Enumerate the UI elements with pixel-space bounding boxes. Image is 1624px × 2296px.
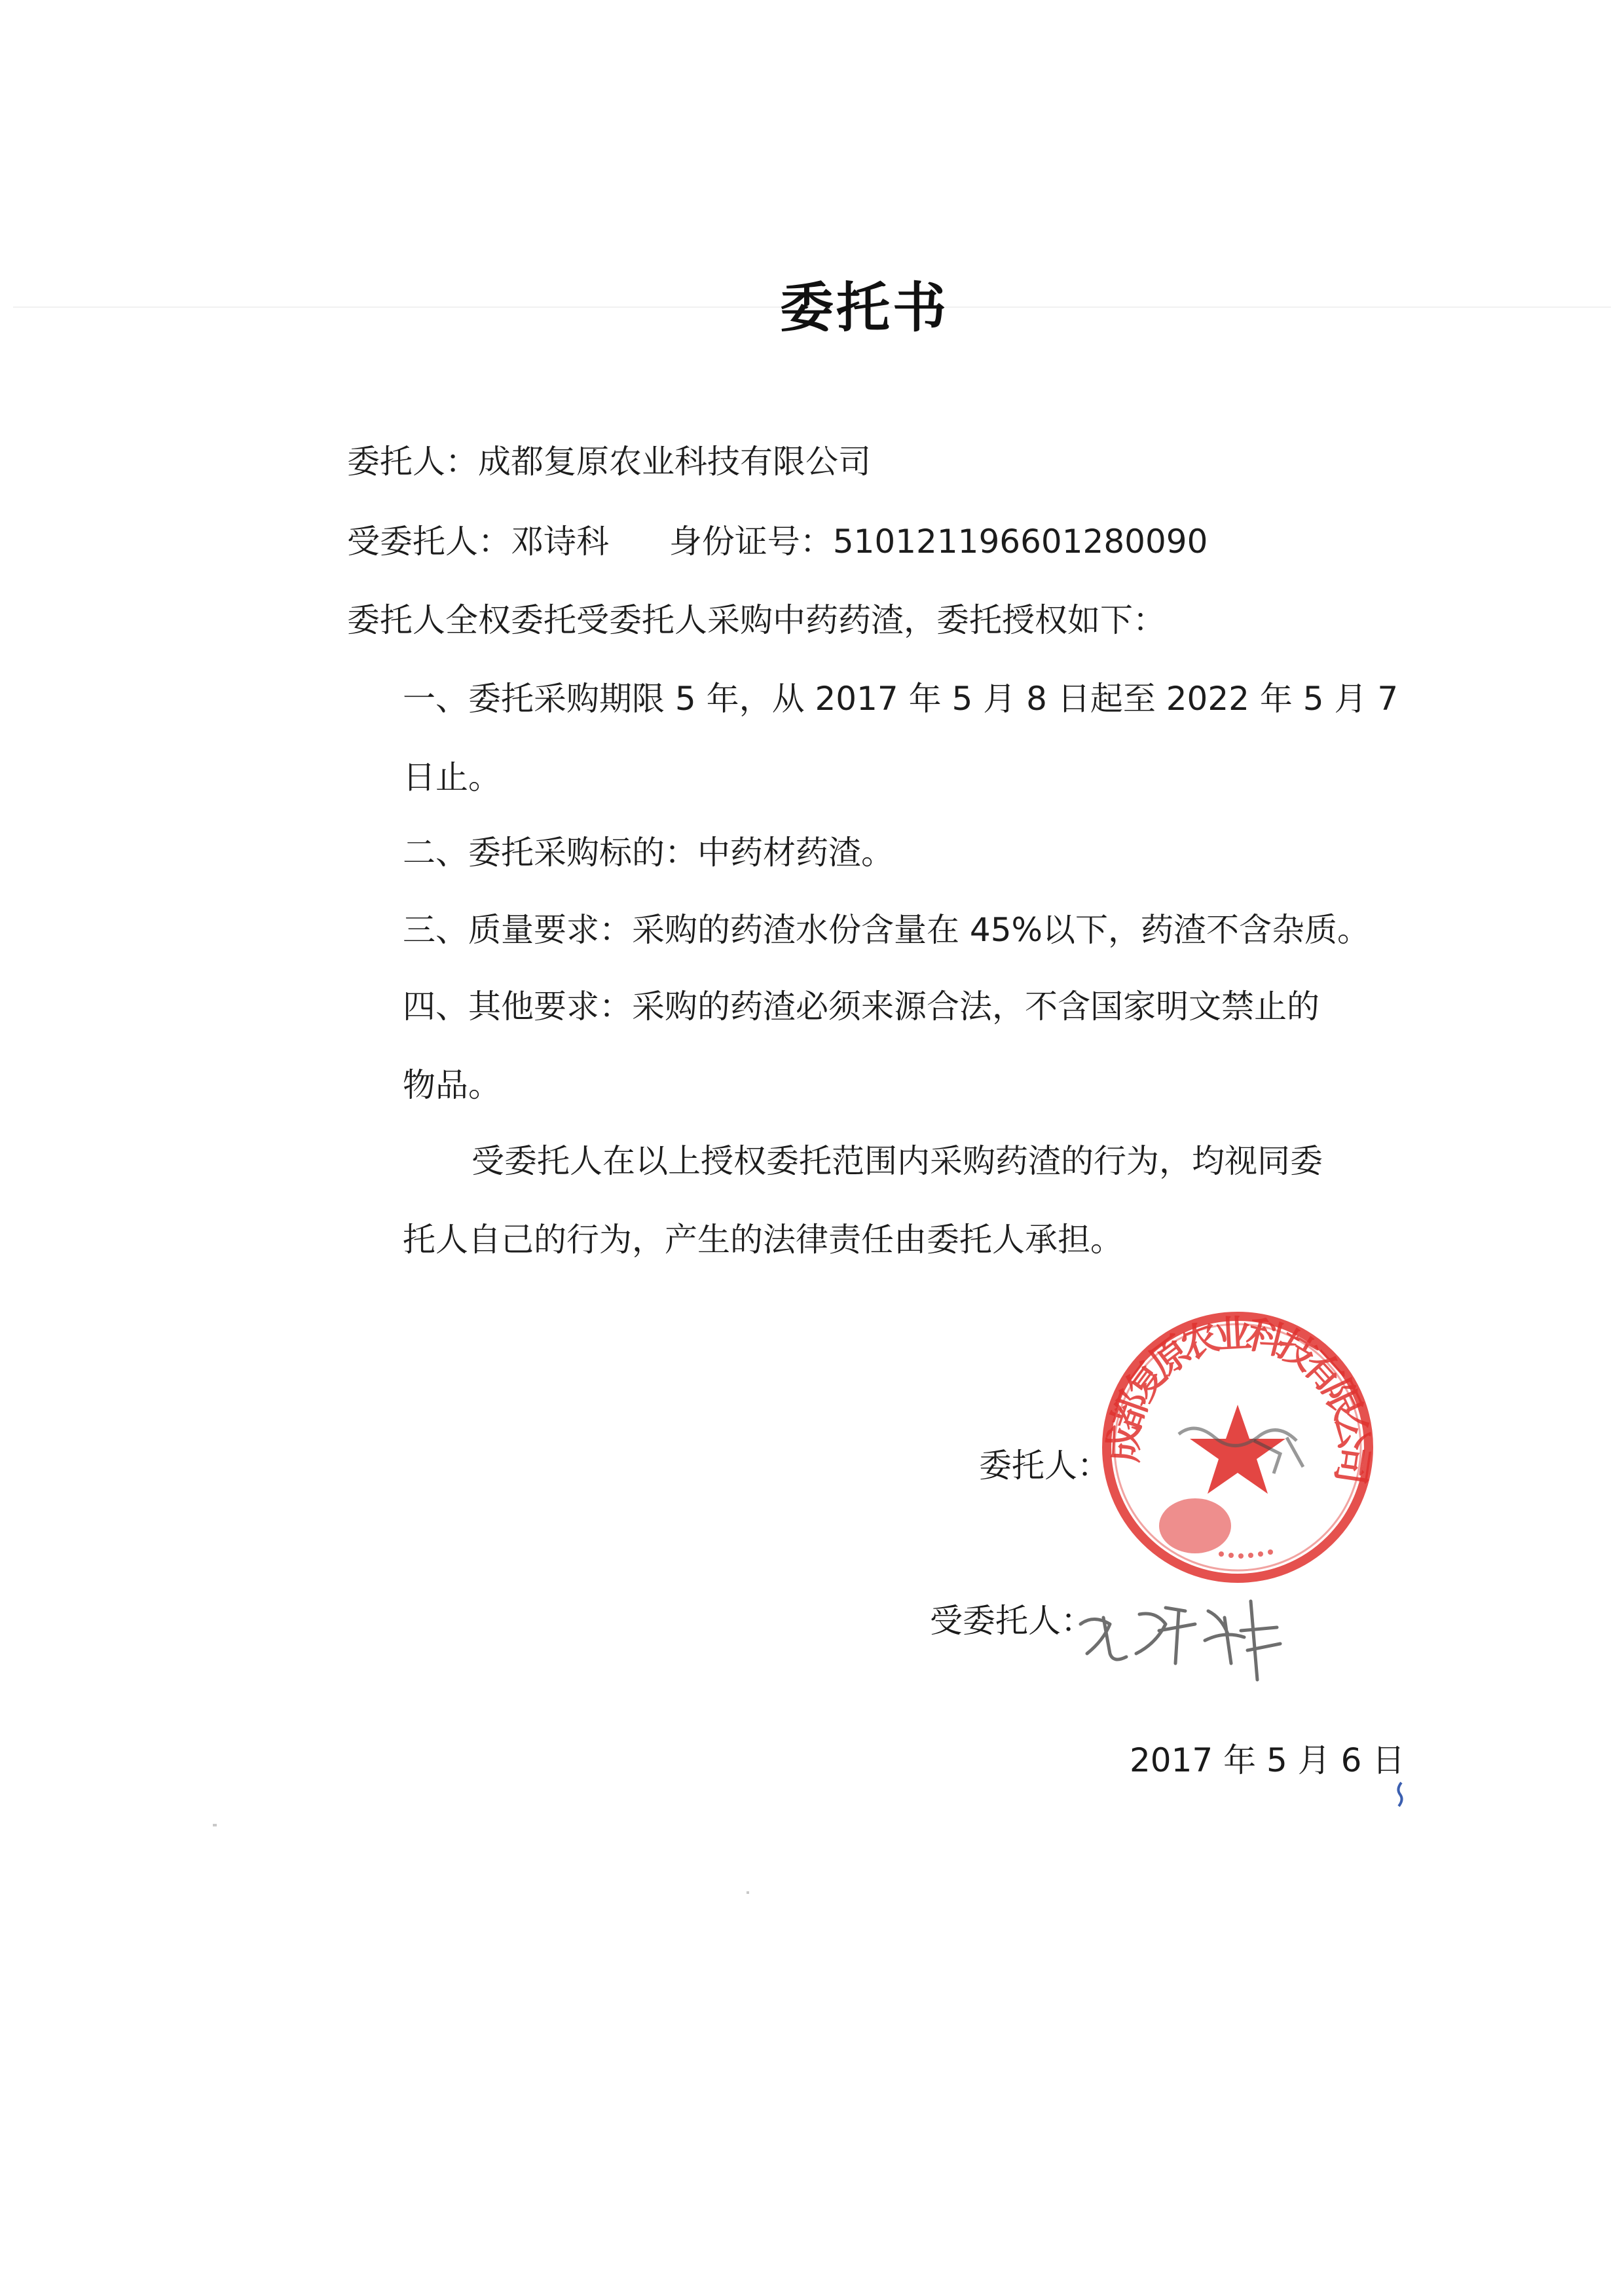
intro-line: 委托人全权委托受委托人采购中药药渣，委托授权如下： [347,601,1166,639]
scan-speck [213,1824,217,1826]
clause-1-line-2: 日止。 [403,758,501,796]
principal-line [347,435,871,483]
scan-speck [747,1891,749,1894]
blue-ink-mark [1393,1781,1407,1807]
document-date: 2017 年 5 月 6 日 [1130,1741,1405,1779]
closing-line-2: 托人自己的行为，产生的法律责任由委托人承担。 [403,1221,1123,1259]
id-label: 身份证号： [669,523,833,561]
closing-line-1: 受委托人在以上授权委托范围内采购药渣的行为，均视同委 [471,1142,1323,1180]
clause-4-line-2: 物品。 [403,1066,501,1104]
agent-label: 受委托人： [347,523,511,561]
clause-1-line-1: 一、委托采购期限 5 年，从 2017 年 5 月 8 日起至 2022 年 5 月 7 [403,680,1399,718]
document-title: 委托书 [779,277,949,339]
company-seal-stamp [1090,1300,1385,1595]
clause-4-line-1: 四、其他要求：采购的药渣必须来源合法，不含国家明文禁止的 [403,988,1320,1026]
principal-name: 成都复原农业科技有限公司 [478,443,871,481]
id-number: 510121196601280090 [832,523,1208,561]
principal-label: 委托人： [347,443,478,481]
agent-signature-label: 受委托人： [930,1602,1094,1640]
agent-line [347,515,1208,563]
clause-3: 三、质量要求：采购的药渣水份含量在 45%以下，药渣不含杂质。 [403,911,1371,949]
agent-name: 邓诗科 [511,523,609,561]
principal-signature-label: 委托人： [979,1447,1110,1485]
svg-text:成都复原农业科技有限公司: 成都复原农业科技有限公司 [1101,1311,1377,1488]
clause-2: 二、委托采购标的：中药材药渣。 [403,834,894,872]
agent-handwritten-signature [1067,1578,1303,1690]
